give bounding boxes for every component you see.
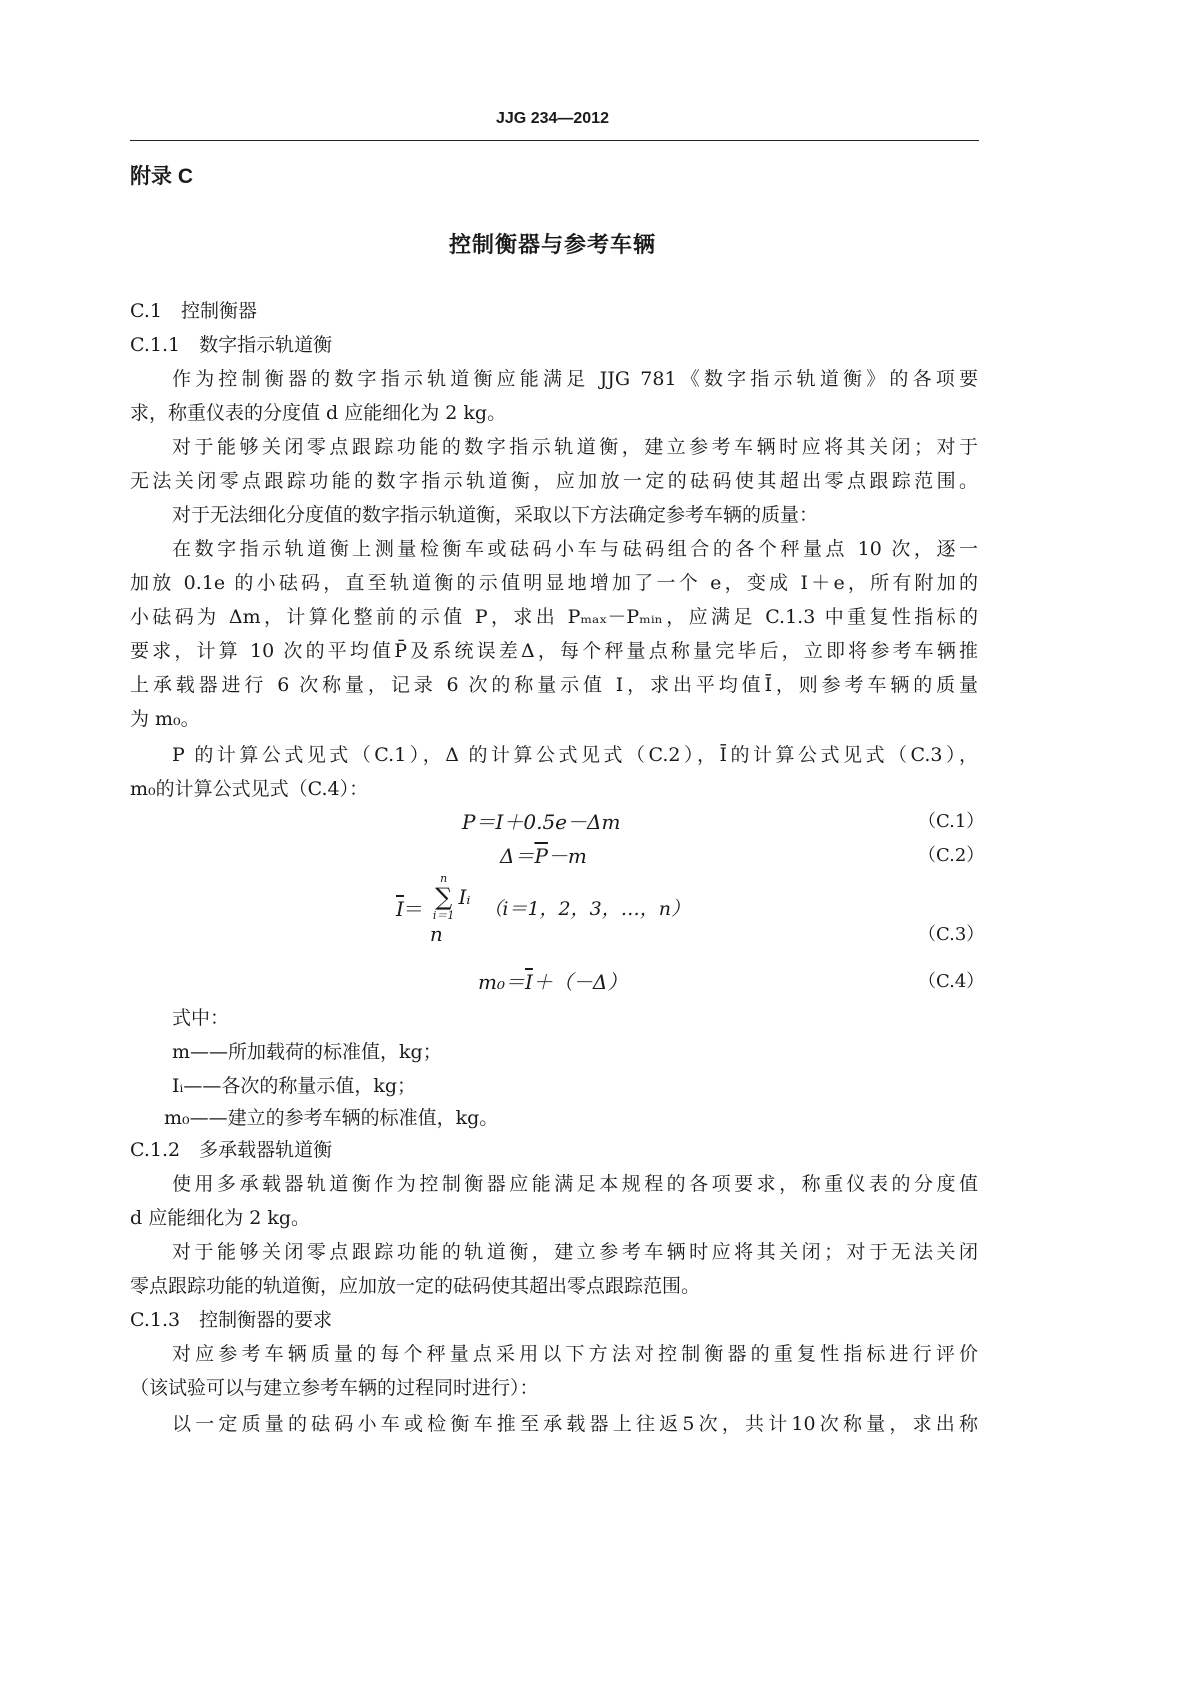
paragraph-line: 对应参考车辆质量的每个秤量点采用以下方法对控制衡器的重复性指标进行评价 — [172, 1343, 978, 1365]
legend-label: 式中： — [172, 1007, 230, 1029]
paragraph-line: 上承载器进行 6 次称量，记录 6 次的称量示值 I，求出平均值Ī，则参考车辆的质量 — [130, 674, 978, 696]
paragraph-line: 对于能够关闭零点跟踪功能的数字指示轨道衡，建立参考车辆时应将其关闭；对于 — [172, 436, 978, 458]
formula-c4-right: ＋（－Δ） — [532, 970, 628, 994]
formula-c2-left: Δ＝ — [500, 844, 535, 868]
paragraph-line: 要求，计算 10 次的平均值P̄及系统误差Δ，每个秤量点称量完毕后，立即将参考车辆推 — [130, 640, 978, 662]
paragraph-line: 加放 0.1e 的小砝码，直至轨道衡的示值明显地增加了一个 e，变成 I＋e，所有附加的 — [130, 572, 978, 594]
formula-c3 — [396, 872, 690, 946]
legend-item: m₀——建立的参考车辆的标准值，kg。 — [164, 1107, 499, 1129]
paragraph-line: 对于能够关闭零点跟踪功能的轨道衡，建立参考车辆时应将其关闭；对于无法关闭 — [172, 1241, 978, 1263]
paragraph-line: （该试验可以与建立参考车辆的过程同时进行）： — [130, 1377, 539, 1399]
section-heading: C.1.3 控制衡器的要求 — [130, 1309, 333, 1331]
paragraph-line: 作为控制衡器的数字指示轨道衡应能满足 JJG 781《数字指示轨道衡》的各项要 — [172, 368, 978, 390]
formula-c3-fraction — [430, 872, 473, 946]
section-heading: C.1 控制衡器 — [130, 300, 257, 322]
formula-c3-numerator — [430, 872, 473, 922]
formula-c3-den: n — [429, 922, 443, 946]
paragraph-line: m₀的计算公式见式（C.4）： — [130, 778, 369, 800]
formula-c3-sum-group — [433, 872, 455, 922]
paragraph-line: 无法关闭零点跟踪功能的数字指示轨道衡，应加放一定的砝码使其超出零点跟踪范围。 — [130, 470, 978, 492]
legend-item: Iᵢ——各次的称量示值，kg； — [172, 1075, 417, 1097]
formula-c3-eq: ＝ — [403, 897, 424, 921]
equation-number-c1: （C.1） — [918, 811, 985, 832]
paragraph-line: 零点跟踪功能的轨道衡，应加放一定的砝码使其超出零点跟踪范围。 — [130, 1275, 701, 1297]
paragraph-line: 求，称重仪表的分度值 d 应能细化为 2 kg。 — [130, 402, 507, 424]
formula-c2-right: －m — [547, 844, 587, 868]
paragraph-line: 以一定质量的砝码小车或检衡车推至承载器上往返5次，共计10次称量，求出称 — [172, 1413, 978, 1435]
section-heading: C.1.2 多承载器轨道衡 — [130, 1139, 333, 1161]
formula-c3-left: $\overline{I}$ — [396, 897, 404, 921]
paragraph-line: 小砝码为 Δm，计算化整前的示值 P，求出 Pₘₐₓ－Pₘᵢₙ，应满足 C.1.3 中重复性指标的 — [130, 606, 978, 628]
formula-c3-range: （i＝1，2，3，…，n） — [483, 898, 690, 920]
header-rule — [130, 140, 979, 141]
formula-c4-left: m₀＝ — [478, 970, 525, 994]
formula-c4-bar: $\overline{I}$ — [524, 970, 533, 994]
paragraph-line: P 的计算公式见式（C.1），Δ 的计算公式见式（C.2），Ī的计算公式见式（C.3）， — [172, 744, 978, 766]
appendix-label: 附录 C — [130, 165, 193, 188]
section-heading: C.1.1 数字指示轨道衡 — [130, 334, 333, 356]
paragraph-line: 使用多承载器轨道衡作为控制衡器应能满足本规程的各项要求，称重仪表的分度值 — [172, 1173, 978, 1195]
formula-c2-bar: $\overline{P}$ — [534, 844, 548, 868]
equation-number-c4: （C.4） — [918, 971, 985, 992]
formula-c2 — [500, 843, 587, 869]
legend-item: m——所加载荷的标准值，kg； — [172, 1041, 442, 1063]
equation-number-c3: （C.3） — [918, 924, 985, 945]
formula-c3-sum: ∑ — [435, 883, 453, 911]
equation-number-c2: （C.2） — [918, 845, 985, 866]
paragraph-line: 对于无法细化分度值的数字指示轨道衡，采取以下方法确定参考车辆的质量： — [172, 504, 819, 526]
page-title: 控制衡器与参考车辆 — [448, 232, 656, 257]
paragraph-line: 在数字指示轨道衡上测量检衡车或砝码小车与砝码组合的各个秤量点 10 次，逐一 — [172, 538, 978, 560]
formula-c3-lower: i＝1 — [432, 909, 455, 922]
formula-c1: P＝I＋0.5e－Δm — [462, 810, 621, 834]
formula-c4 — [478, 969, 627, 995]
standard-code-header: JJG 234—2012 — [496, 110, 609, 127]
paragraph-line: 为 m₀。 — [130, 708, 200, 730]
formula-c3-upper: n — [440, 872, 448, 885]
paragraph-line: d 应能细化为 2 kg。 — [130, 1207, 311, 1229]
formula-c3-term: Iᵢ — [458, 885, 471, 909]
